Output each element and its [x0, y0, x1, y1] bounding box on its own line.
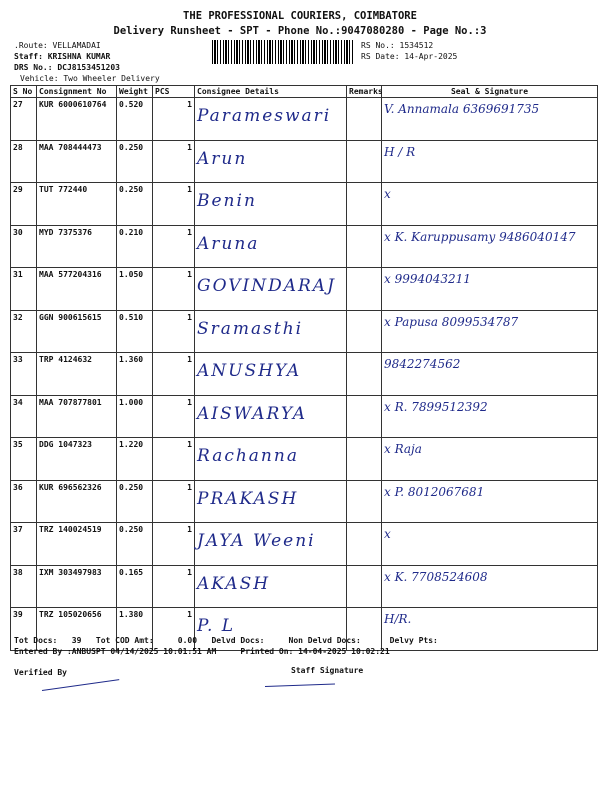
handwritten-signature: x Papusa 8099534787 [384, 314, 519, 329]
pcs-cell: 1 [153, 183, 195, 226]
consignee-cell [195, 140, 347, 183]
pcs-cell: 1 [153, 438, 195, 481]
signature-cell [382, 310, 598, 353]
handwritten-signature: 9842274562 [384, 357, 461, 371]
signature-cell [382, 98, 598, 141]
pcs-cell: 1 [153, 565, 195, 608]
consignee-cell [195, 225, 347, 268]
staff-label: Staff: [14, 52, 43, 61]
handwritten-name: Aruna [197, 233, 260, 254]
consignment-number-cell: KUR 696562326 [37, 480, 117, 523]
remarks-cell [347, 225, 382, 268]
handwritten-signature: V. Annamala 6369691735 [384, 102, 540, 116]
remarks-cell [347, 310, 382, 353]
consignment-number-cell: TUT 772440 [37, 183, 117, 226]
weight-cell: 1.000 [117, 395, 153, 438]
col-pcs: PCS [153, 86, 195, 98]
handwritten-signature: x R. 7899512392 [384, 399, 488, 414]
handwritten-name: Parameswari [197, 106, 332, 126]
handwritten-signature: H / R [384, 144, 416, 159]
consignee-cell [195, 565, 347, 608]
handwritten-name: ANUSHYA [197, 361, 302, 381]
table-row [11, 565, 598, 608]
weight-cell: 0.520 [117, 98, 153, 141]
signature-cell [382, 395, 598, 438]
col-sno: S No [11, 86, 37, 98]
consignee-cell [195, 268, 347, 311]
handwritten-name: Rachanna [197, 446, 299, 466]
serial-number-cell: 31 [11, 268, 37, 311]
serial-number-cell: 36 [11, 480, 37, 523]
consignee-cell [195, 310, 347, 353]
handwritten-signature: x 9994043211 [384, 272, 471, 286]
serial-number-cell: 37 [11, 523, 37, 566]
table-row [11, 183, 598, 226]
rs-number: RS No.: 1534512 [361, 41, 434, 50]
col-remarks: Remarks [347, 86, 382, 98]
signature-cell [382, 140, 598, 183]
table-row [11, 268, 598, 311]
consignment-number-cell: MYD 7375376 [37, 225, 117, 268]
remarks-cell [347, 438, 382, 481]
consignment-number-cell: DDG 1047323 [37, 438, 117, 481]
remarks-cell [347, 523, 382, 566]
weight-cell: 0.510 [117, 310, 153, 353]
handwritten-name: GOVINDARAJ [197, 276, 336, 296]
signature-cell [382, 480, 598, 523]
signature-cell [382, 438, 598, 481]
handwritten-name: P. L [197, 616, 236, 636]
col-consignment: Consignment No [37, 86, 117, 98]
serial-number-cell: 38 [11, 565, 37, 608]
pcs-cell: 1 [153, 395, 195, 438]
table-header-row [11, 86, 598, 98]
weight-cell: 0.210 [117, 225, 153, 268]
serial-number-cell: 30 [11, 225, 37, 268]
vehicle-label: Vehicle: Two Wheeler Delivery [20, 74, 160, 83]
pcs-cell: 1 [153, 353, 195, 396]
consignment-number-cell: MAA 708444473 [37, 140, 117, 183]
signature-cell [382, 268, 598, 311]
handwritten-signature: x Raja [384, 442, 422, 456]
col-signature: Seal & Signature [382, 86, 598, 98]
remarks-cell [347, 565, 382, 608]
handwritten-signature: x [384, 187, 391, 201]
staff-signature-label: Staff Signature [291, 666, 364, 675]
remarks-cell [347, 353, 382, 396]
consignment-number-cell: KUR 6000610764 [37, 98, 117, 141]
staff-name: KRISHNA KUMAR [47, 52, 111, 61]
handwritten-name: AISWARYA [197, 403, 307, 424]
weight-cell: 0.250 [117, 523, 153, 566]
table-row [11, 225, 598, 268]
entered-by-line: Entered By :ANBUSPT 04/14/2025 10:01:51 AM Printed On: 14-04-2025 10:02:21 [14, 647, 390, 656]
signature-cell [382, 225, 598, 268]
signature-cell [382, 523, 598, 566]
table-row [11, 140, 598, 183]
pcs-cell: 1 [153, 310, 195, 353]
serial-number-cell: 29 [11, 183, 37, 226]
handwritten-signature: H/R. [384, 612, 412, 626]
table-row [11, 353, 598, 396]
totals-line: Tot Docs: 39 Tot COD Amt: 0.00 Delvd Docs: Non Delvd Docs: Delvy Pts: [14, 636, 438, 645]
weight-cell: 1.360 [117, 353, 153, 396]
pcs-cell: 1 [153, 608, 195, 651]
consignment-number-cell: TRZ 105020656 [37, 608, 117, 651]
handwritten-name: JAYA Weeni [197, 531, 316, 551]
signature-cell [382, 353, 598, 396]
remarks-cell [347, 98, 382, 141]
handwritten-name: Arun [197, 148, 248, 169]
drs-number: DRS No.: DCJ8153451203 [14, 63, 120, 72]
consignment-number-cell: GGN 900615615 [37, 310, 117, 353]
weight-cell: 0.250 [117, 140, 153, 183]
staff-signature-stroke [265, 684, 335, 687]
handwritten-signature: x K. 7708524608 [384, 569, 488, 584]
consignment-number-cell: IXM 303497983 [37, 565, 117, 608]
consignee-cell [195, 98, 347, 141]
weight-cell: 1.220 [117, 438, 153, 481]
staff-row [14, 51, 110, 62]
handwritten-name: AKASH [197, 573, 271, 594]
pcs-cell: 1 [153, 225, 195, 268]
serial-number-cell: 39 [11, 608, 37, 651]
barcode [212, 40, 354, 64]
pcs-cell: 1 [153, 268, 195, 311]
weight-cell: 0.250 [117, 183, 153, 226]
col-consignee: Consignee Details [195, 86, 347, 98]
rs-date: RS Date: 14-Apr-2025 [361, 52, 458, 61]
consignment-number-cell: MAA 577204316 [37, 268, 117, 311]
handwritten-name: PRAKASH [197, 488, 299, 509]
consignee-cell [195, 353, 347, 396]
consignee-cell [195, 480, 347, 523]
remarks-cell [347, 480, 382, 523]
serial-number-cell: 34 [11, 395, 37, 438]
weight-cell: 1.380 [117, 608, 153, 651]
serial-number-cell: 28 [11, 140, 37, 183]
remarks-cell [347, 395, 382, 438]
verified-signature-stroke [42, 679, 119, 691]
company-name: THE PROFESSIONAL COURIERS, COIMBATORE [183, 10, 417, 22]
weight-cell: 1.050 [117, 268, 153, 311]
col-weight: Weight [117, 86, 153, 98]
consignment-number-cell: TRZ 140024519 [37, 523, 117, 566]
handwritten-name: Sramasthi [197, 318, 304, 339]
pcs-cell: 1 [153, 140, 195, 183]
pcs-cell: 1 [153, 480, 195, 523]
handwritten-signature: x K. Karuppusamy 9486040147 [384, 229, 576, 244]
pcs-cell: 1 [153, 523, 195, 566]
serial-number-cell: 35 [11, 438, 37, 481]
pcs-cell: 1 [153, 98, 195, 141]
verified-by-label: Verified By [14, 668, 67, 677]
handwritten-signature: x P. 8012067681 [384, 484, 485, 499]
signature-cell [382, 565, 598, 608]
serial-number-cell: 32 [11, 310, 37, 353]
handwritten-name: Benin [197, 191, 257, 211]
table-row [11, 395, 598, 438]
route-label: .Route: VELLAMADAI [14, 41, 101, 50]
runsheet-subtitle: Delivery Runsheet - SPT - Phone No.:9047080280 - Page No.:3 [113, 25, 487, 37]
table-row [11, 310, 598, 353]
serial-number-cell: 27 [11, 98, 37, 141]
signature-cell [382, 183, 598, 226]
weight-cell: 0.165 [117, 565, 153, 608]
remarks-cell [347, 140, 382, 183]
handwritten-signature: x [384, 527, 391, 541]
remarks-cell [347, 183, 382, 226]
weight-cell: 0.250 [117, 480, 153, 523]
consignment-number-cell: MAA 707877801 [37, 395, 117, 438]
runsheet-table [10, 85, 598, 651]
table-row [11, 438, 598, 481]
consignment-number-cell: TRP 4124632 [37, 353, 117, 396]
consignee-cell [195, 438, 347, 481]
remarks-cell [347, 268, 382, 311]
consignee-cell [195, 523, 347, 566]
consignee-cell [195, 395, 347, 438]
table-row [11, 480, 598, 523]
consignee-cell [195, 183, 347, 226]
table-row [11, 523, 598, 566]
table-row [11, 98, 598, 141]
serial-number-cell: 33 [11, 353, 37, 396]
